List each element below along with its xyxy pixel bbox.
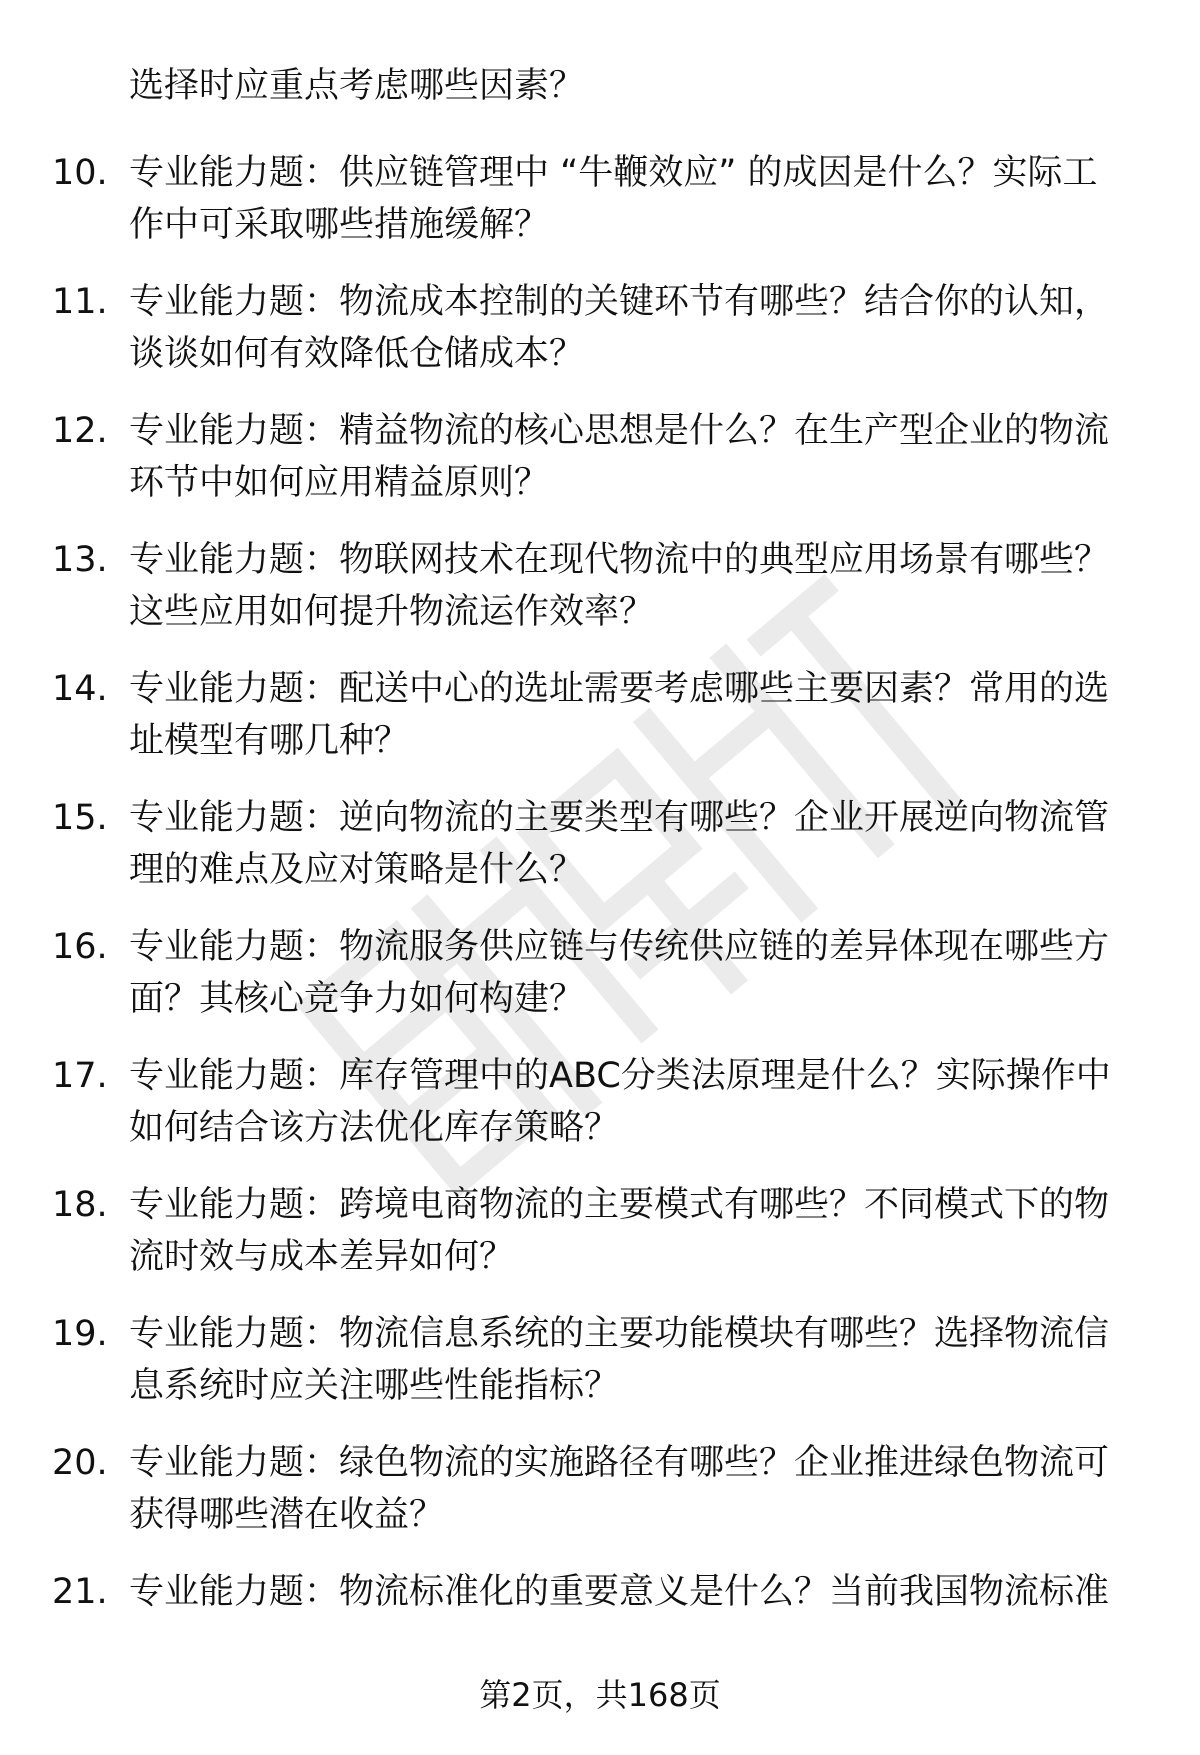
question-number: 17.: [52, 1056, 108, 1096]
question-text: 专业能力题：物流信息系统的主要功能模块有哪些？选择物流信: [129, 1314, 1110, 1354]
question-text: 专业能力题：物流服务供应链与传统供应链的差异体现在哪些方: [129, 927, 1110, 967]
question-number: 15.: [52, 798, 108, 838]
question-text: 专业能力题：精益物流的核心思想是什么？在生产型企业的物流: [129, 411, 1110, 451]
question-number: 18.: [52, 1185, 108, 1225]
question-text: 专业能力题：逆向物流的主要类型有哪些？企业开展逆向物流管: [129, 798, 1110, 838]
question-number: 11.: [52, 282, 108, 322]
question-text: 专业能力题：物流成本控制的关键环节有哪些？结合你的认知，: [129, 282, 1110, 322]
question-text: 如何结合该方法优化库存策略？: [129, 1108, 620, 1148]
question-text: 流时效与成本差异如何？: [129, 1237, 515, 1277]
question-text: 专业能力题：绿色物流的实施路径有哪些？企业推进绿色物流可: [129, 1443, 1110, 1483]
question-text: 作中可采取哪些措施缓解？: [129, 205, 550, 245]
continued-line: 选择时应重点考虑哪些因素？: [129, 66, 585, 106]
question-text: 专业能力题：库存管理中的ABC分类法原理是什么？实际操作中: [129, 1056, 1111, 1096]
question-text: 获得哪些潜在收益？: [129, 1495, 445, 1535]
question-text: 理的难点及应对策略是什么？: [129, 850, 585, 890]
question-text: 环节中如何应用精益原则？: [129, 463, 550, 503]
question-text: 专业能力题：供应链管理中 “牛鞭效应” 的成因是什么？实际工: [129, 153, 1098, 193]
question-number: 13.: [52, 540, 108, 580]
question-text: 专业能力题：物流标准化的重要意义是什么？当前我国物流标准: [129, 1572, 1110, 1612]
question-number: 10.: [52, 153, 108, 193]
question-text: 面？其核心竞争力如何构建？: [129, 979, 585, 1019]
question-text: 息系统时应关注哪些性能指标？: [129, 1366, 620, 1406]
question-number: 20.: [52, 1443, 108, 1483]
question-number: 19.: [52, 1314, 108, 1354]
question-text: 专业能力题：物联网技术在现代物流中的典型应用场景有哪些？: [129, 540, 1110, 580]
question-number: 14.: [52, 669, 108, 709]
page-footer: 第2页，共168页: [479, 1676, 721, 1714]
question-text: 这些应用如何提升物流运作效率？: [129, 592, 655, 632]
question-text: 专业能力题：跨境电商物流的主要模式有哪些？不同模式下的物: [129, 1185, 1110, 1225]
question-text: 址模型有哪几种？: [129, 721, 410, 761]
question-text: 专业能力题：配送中心的选址需要考虑哪些主要因素？常用的选: [129, 669, 1110, 709]
question-number: 12.: [52, 411, 108, 451]
question-text: 谈谈如何有效降低仓储成本？: [129, 334, 585, 374]
question-number: 21.: [52, 1572, 108, 1612]
question-number: 16.: [52, 927, 108, 967]
